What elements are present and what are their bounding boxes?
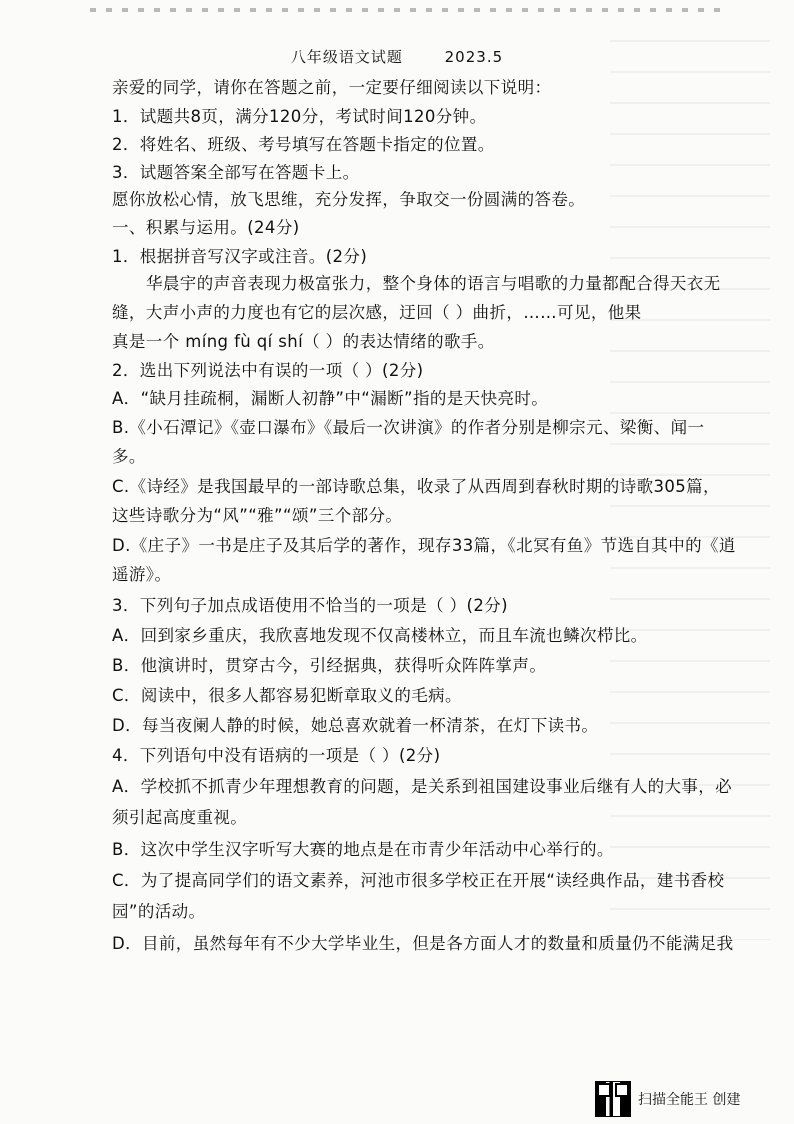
q4-option-d-line-1: D．目前，虽然每年有不少大学毕业生，但是各方面人才的数量和质量仍不能满足我 xyxy=(112,934,734,953)
scanner-watermark xyxy=(596,1082,786,1118)
q4-stem: 4．下列语句中没有语病的一项是（ ）(2分) xyxy=(112,746,441,765)
q4-option-c-line-2: 园”的活动。 xyxy=(112,902,206,921)
intro-note-1: 1．试题共8页，满分120分，考试时间120分钟。 xyxy=(112,107,487,126)
scanner-label: 扫描全能王 创建 xyxy=(638,1092,741,1108)
scan-artifact-line xyxy=(90,8,730,12)
intro-wish: 愿你放松心情，放飞思维，充分发挥，争取交一份圆满的答卷。 xyxy=(112,190,586,209)
page-title xyxy=(0,46,794,67)
q4-option-c-line-1: C．为了提高同学们的语文素养，河池市很多学校正在开展“读经典作品，建书香校 xyxy=(112,871,725,890)
q3-option-c: C．阅读中，很多人都容易犯断章取义的毛病。 xyxy=(112,686,462,705)
q3-option-b: B．他演讲时，贯穿古今，引经据典，获得听众阵阵掌声。 xyxy=(112,656,547,675)
q2-option-b-line-1: B.《小石潭记》《壶口瀑布》《最后一次讲演》的作者分别是柳宗元、梁衡、闻一 xyxy=(112,418,705,437)
q3-stem: 3．下列句子加点成语使用不恰当的一项是（ ）(2分) xyxy=(112,596,509,615)
qr-code-icon xyxy=(596,1082,630,1116)
section-heading: 一、积累与运用。(24分) xyxy=(112,218,300,237)
q1-passage-line-3: 真是一个 míng fù qí shí（ ）的表达情绪的歌手。 xyxy=(112,332,495,351)
intro-note-2: 2．将姓名、班级、考号填写在答题卡指定的位置。 xyxy=(112,135,495,154)
q2-option-b-line-2: 多。 xyxy=(112,447,146,466)
q3-option-d: D．每当夜阑人静的时候，她总喜欢就着一杯清茶，在灯下读书。 xyxy=(112,716,599,735)
q1-passage-line-1: 华晨宇的声音表现力极富张力，整个身体的语言与唱歌的力量都配合得天衣无 xyxy=(146,274,721,293)
intro-note-3: 3．试题答案全部写在答题卡上。 xyxy=(112,163,360,182)
exam-date: 2023.5 xyxy=(444,48,504,66)
q4-option-a-line-1: A．学校抓不抓青少年理想教育的问题，是关系到祖国建设事业后继有人的大事，必 xyxy=(112,777,733,796)
intro-greeting: 亲爱的同学，请你在答题之前，一定要仔细阅读以下说明： xyxy=(112,78,552,97)
q4-option-b: B．这次中学生汉字听写大赛的地点是在市青少年活动中心举行的。 xyxy=(112,840,614,859)
q2-option-c-line-2: 这些诗歌分为“风”“雅”“颂”三个部分。 xyxy=(112,506,403,525)
q2-option-a: A．“缺月挂疏桐，漏断人初静”中“漏断”指的是天快亮时。 xyxy=(112,389,549,408)
q1-stem: 1．根据拼音写汉字或注音。(2分) xyxy=(112,247,368,266)
q2-option-d-line-1: D.《庄子》一书是庄子及其后学的著作，现存33篇，《北冥有鱼》节选自其中的《逍 xyxy=(112,536,736,555)
q4-option-a-line-2: 须引起高度重视。 xyxy=(112,808,248,827)
q2-option-c-line-1: C.《诗经》是我国最早的一部诗歌总集，收录了从西周到春秋时期的诗歌305篇， xyxy=(112,477,720,496)
exam-title: 八年级语文试题 xyxy=(290,48,403,66)
q1-passage-line-2: 缝，大声小声的力度也有它的层次感，迂回（ ）曲折，……可见，他果 xyxy=(112,303,642,322)
q2-option-d-line-2: 遥游》。 xyxy=(112,565,172,584)
q3-option-a: A．回到家乡重庆，我欣喜地发现不仅高楼林立，而且车流也鳞次栉比。 xyxy=(112,626,648,645)
q2-stem: 2．选出下列说法中有误的一项（ ）(2分) xyxy=(112,361,424,380)
